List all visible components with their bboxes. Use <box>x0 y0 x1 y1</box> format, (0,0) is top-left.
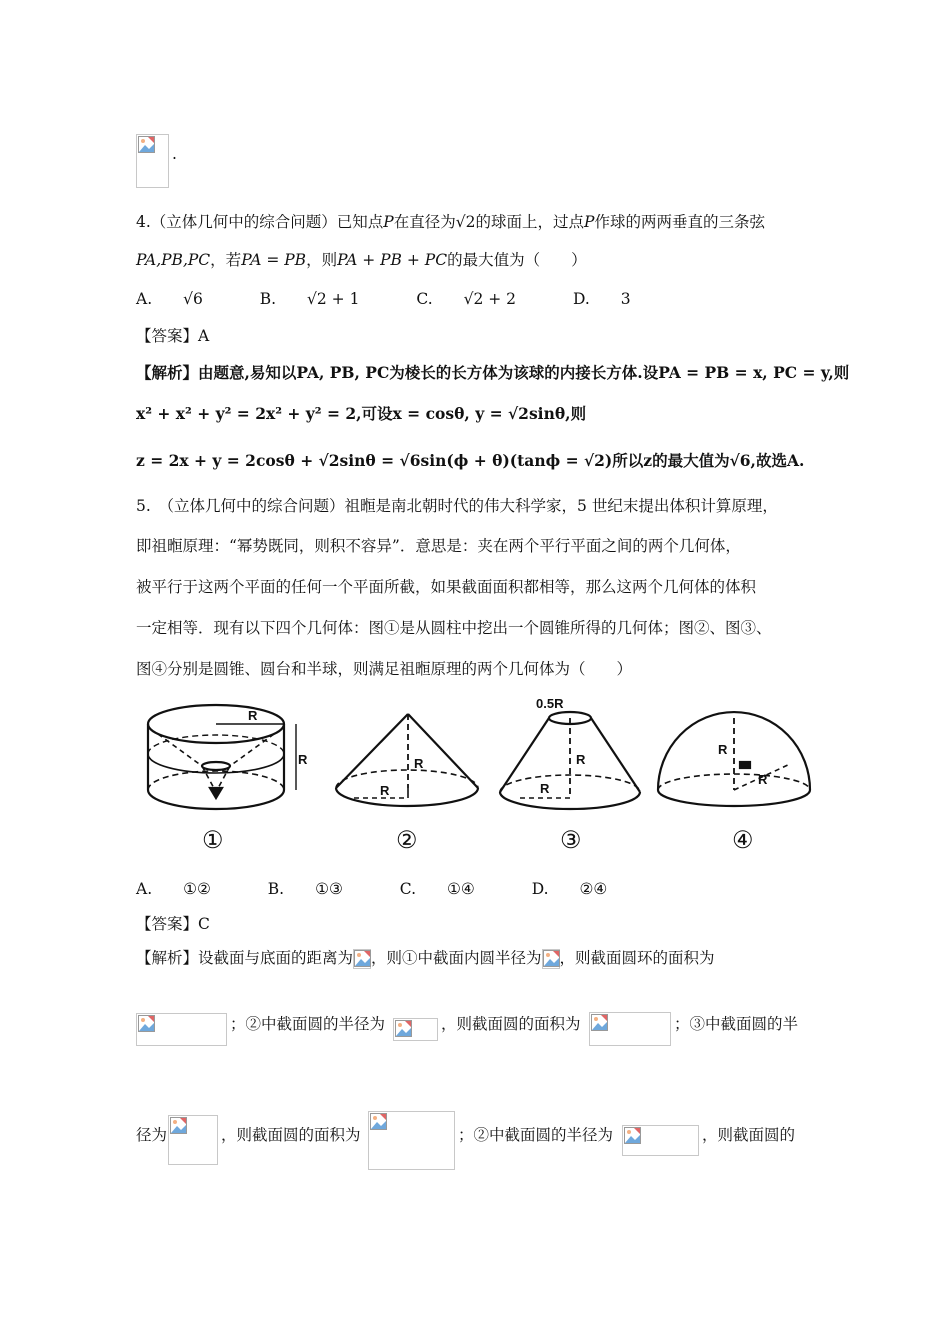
fig1-radius-label: R <box>248 708 258 723</box>
broken-image <box>353 949 371 969</box>
figure-4-hemisphere <box>658 712 810 806</box>
broken-image-icon <box>354 950 371 967</box>
fig2-height-label: R <box>414 756 424 771</box>
q5-stem-line3: 被平行于这两个平面的任何一个平面所截，如果截面面积都相等，那么这两个几何体的体积 <box>136 578 757 596</box>
q5-option-a: A. ①② <box>136 880 211 898</box>
q4-stem-line2: PA,PB,PC，若PA = PB，则PA + PB + PC的最大值为（ ） <box>136 251 587 269</box>
q5-options <box>136 878 659 900</box>
fig1-height-label: R <box>298 752 308 767</box>
broken-image <box>622 1125 699 1156</box>
q5-stem-line5: 图④分别是圆锥、圆台和半球，则满足祖暅原理的两个几何体为（ ） <box>136 660 633 678</box>
fig2-radius-label: R <box>380 783 390 798</box>
q5-answer: 【答案】C <box>136 915 210 933</box>
q5-stem-line2: 即祖暅原理：“幂势既同，则积不容异”．意思是：夹在两个平行平面之间的两个几何体， <box>136 537 741 555</box>
fig3-radius-label: R <box>540 781 550 796</box>
top-period: . <box>172 145 177 163</box>
broken-image <box>393 1018 438 1041</box>
broken-image-icon <box>170 1117 187 1134</box>
broken-image-icon <box>624 1127 641 1144</box>
q5-analysis-3c: ；②中截面圆的半径为 <box>458 1126 614 1144</box>
figure-1-cylinder <box>148 705 296 809</box>
q5-analysis-3d: ，则截面圆的 <box>702 1126 796 1144</box>
broken-image-icon <box>591 1014 608 1031</box>
broken-image-icon <box>138 1015 155 1032</box>
q4-analysis-line1: 【解析】由题意,易知以PA, PB, PC为棱长的长方体为该球的内接长方体.设PA = PB = x, PC = y,则 <box>136 363 850 382</box>
fig3-height-label: R <box>576 752 586 767</box>
q4-analysis-line3: z = 2x + y = 2cosθ + √2sinθ = √6sin(ϕ + θ)(tanϕ = √2)所以z的最大值为√6,故选A. <box>136 451 805 470</box>
q4-options <box>136 288 683 310</box>
figure-3-frustum <box>500 712 640 809</box>
broken-image <box>168 1115 218 1165</box>
q5-option-d: D. ②④ <box>531 880 608 898</box>
q4-answer: 【答案】A <box>136 327 210 345</box>
fig1-label: ① <box>202 827 224 854</box>
q5-option-b: B. ①③ <box>267 880 343 898</box>
broken-image <box>542 949 560 969</box>
broken-image <box>589 1012 671 1046</box>
broken-image <box>368 1111 455 1170</box>
fig3-top-radius-label: 0.5R <box>536 696 564 711</box>
q4-option-a: A. √6 <box>136 290 203 308</box>
q5-figures <box>140 692 820 860</box>
q4-stem-line1: 4.（立体几何中的综合问题）已知点P在直径为√2的球面上，过点P作球的两两垂直的三条弦 <box>136 213 765 231</box>
q4-option-b: B. √2 + 1 <box>259 290 360 308</box>
q5-option-c: C. ①④ <box>399 880 475 898</box>
q4-option-d: D. 3 <box>572 290 631 308</box>
broken-image-icon <box>370 1113 387 1130</box>
q5-analysis-line1: 【解析】设截面与底面的距离为 ，则①中截面内圆半径为 ，则截面圆环的面积为 <box>136 949 715 967</box>
broken-image-icon <box>138 136 155 153</box>
broken-image <box>136 134 169 188</box>
q5-stem-line4: 一定相等．现有以下四个几何体：图①是从圆柱中挖出一个圆锥所得的几何体；图②、图③、 <box>136 619 772 637</box>
q4-analysis-line2: x² + x² + y² = 2x² + y² = 2,可设x = cosθ, y = √2sinθ,则 <box>136 404 587 423</box>
fig4-label: ④ <box>732 827 754 854</box>
figure-2-cone <box>336 714 478 806</box>
q5-stem-line1: 5. （立体几何中的综合问题）祖暅是南北朝时代的伟大科学家，5 世纪末提出体积计算原理， <box>136 497 778 515</box>
broken-image-icon <box>395 1020 412 1037</box>
q5-analysis-2b: ，则截面圆的面积为 <box>441 1015 581 1033</box>
fig4-height-label: R <box>718 742 728 757</box>
q4-option-c: C. √2 + 2 <box>416 290 517 308</box>
broken-image <box>136 1013 227 1046</box>
fig4-radius-label: R <box>758 772 768 787</box>
fig3-label: ③ <box>560 827 582 854</box>
q5-analysis-2a: ；②中截面圆的半径为 <box>230 1015 386 1033</box>
broken-image-icon <box>543 950 560 967</box>
q5-analysis-2c: ；③中截面圆的半 <box>674 1015 799 1033</box>
q5-analysis-3b: ，则截面圆的面积为 <box>221 1126 361 1144</box>
fig2-label: ② <box>396 827 418 854</box>
q5-analysis-3a: 径为 <box>136 1126 168 1144</box>
